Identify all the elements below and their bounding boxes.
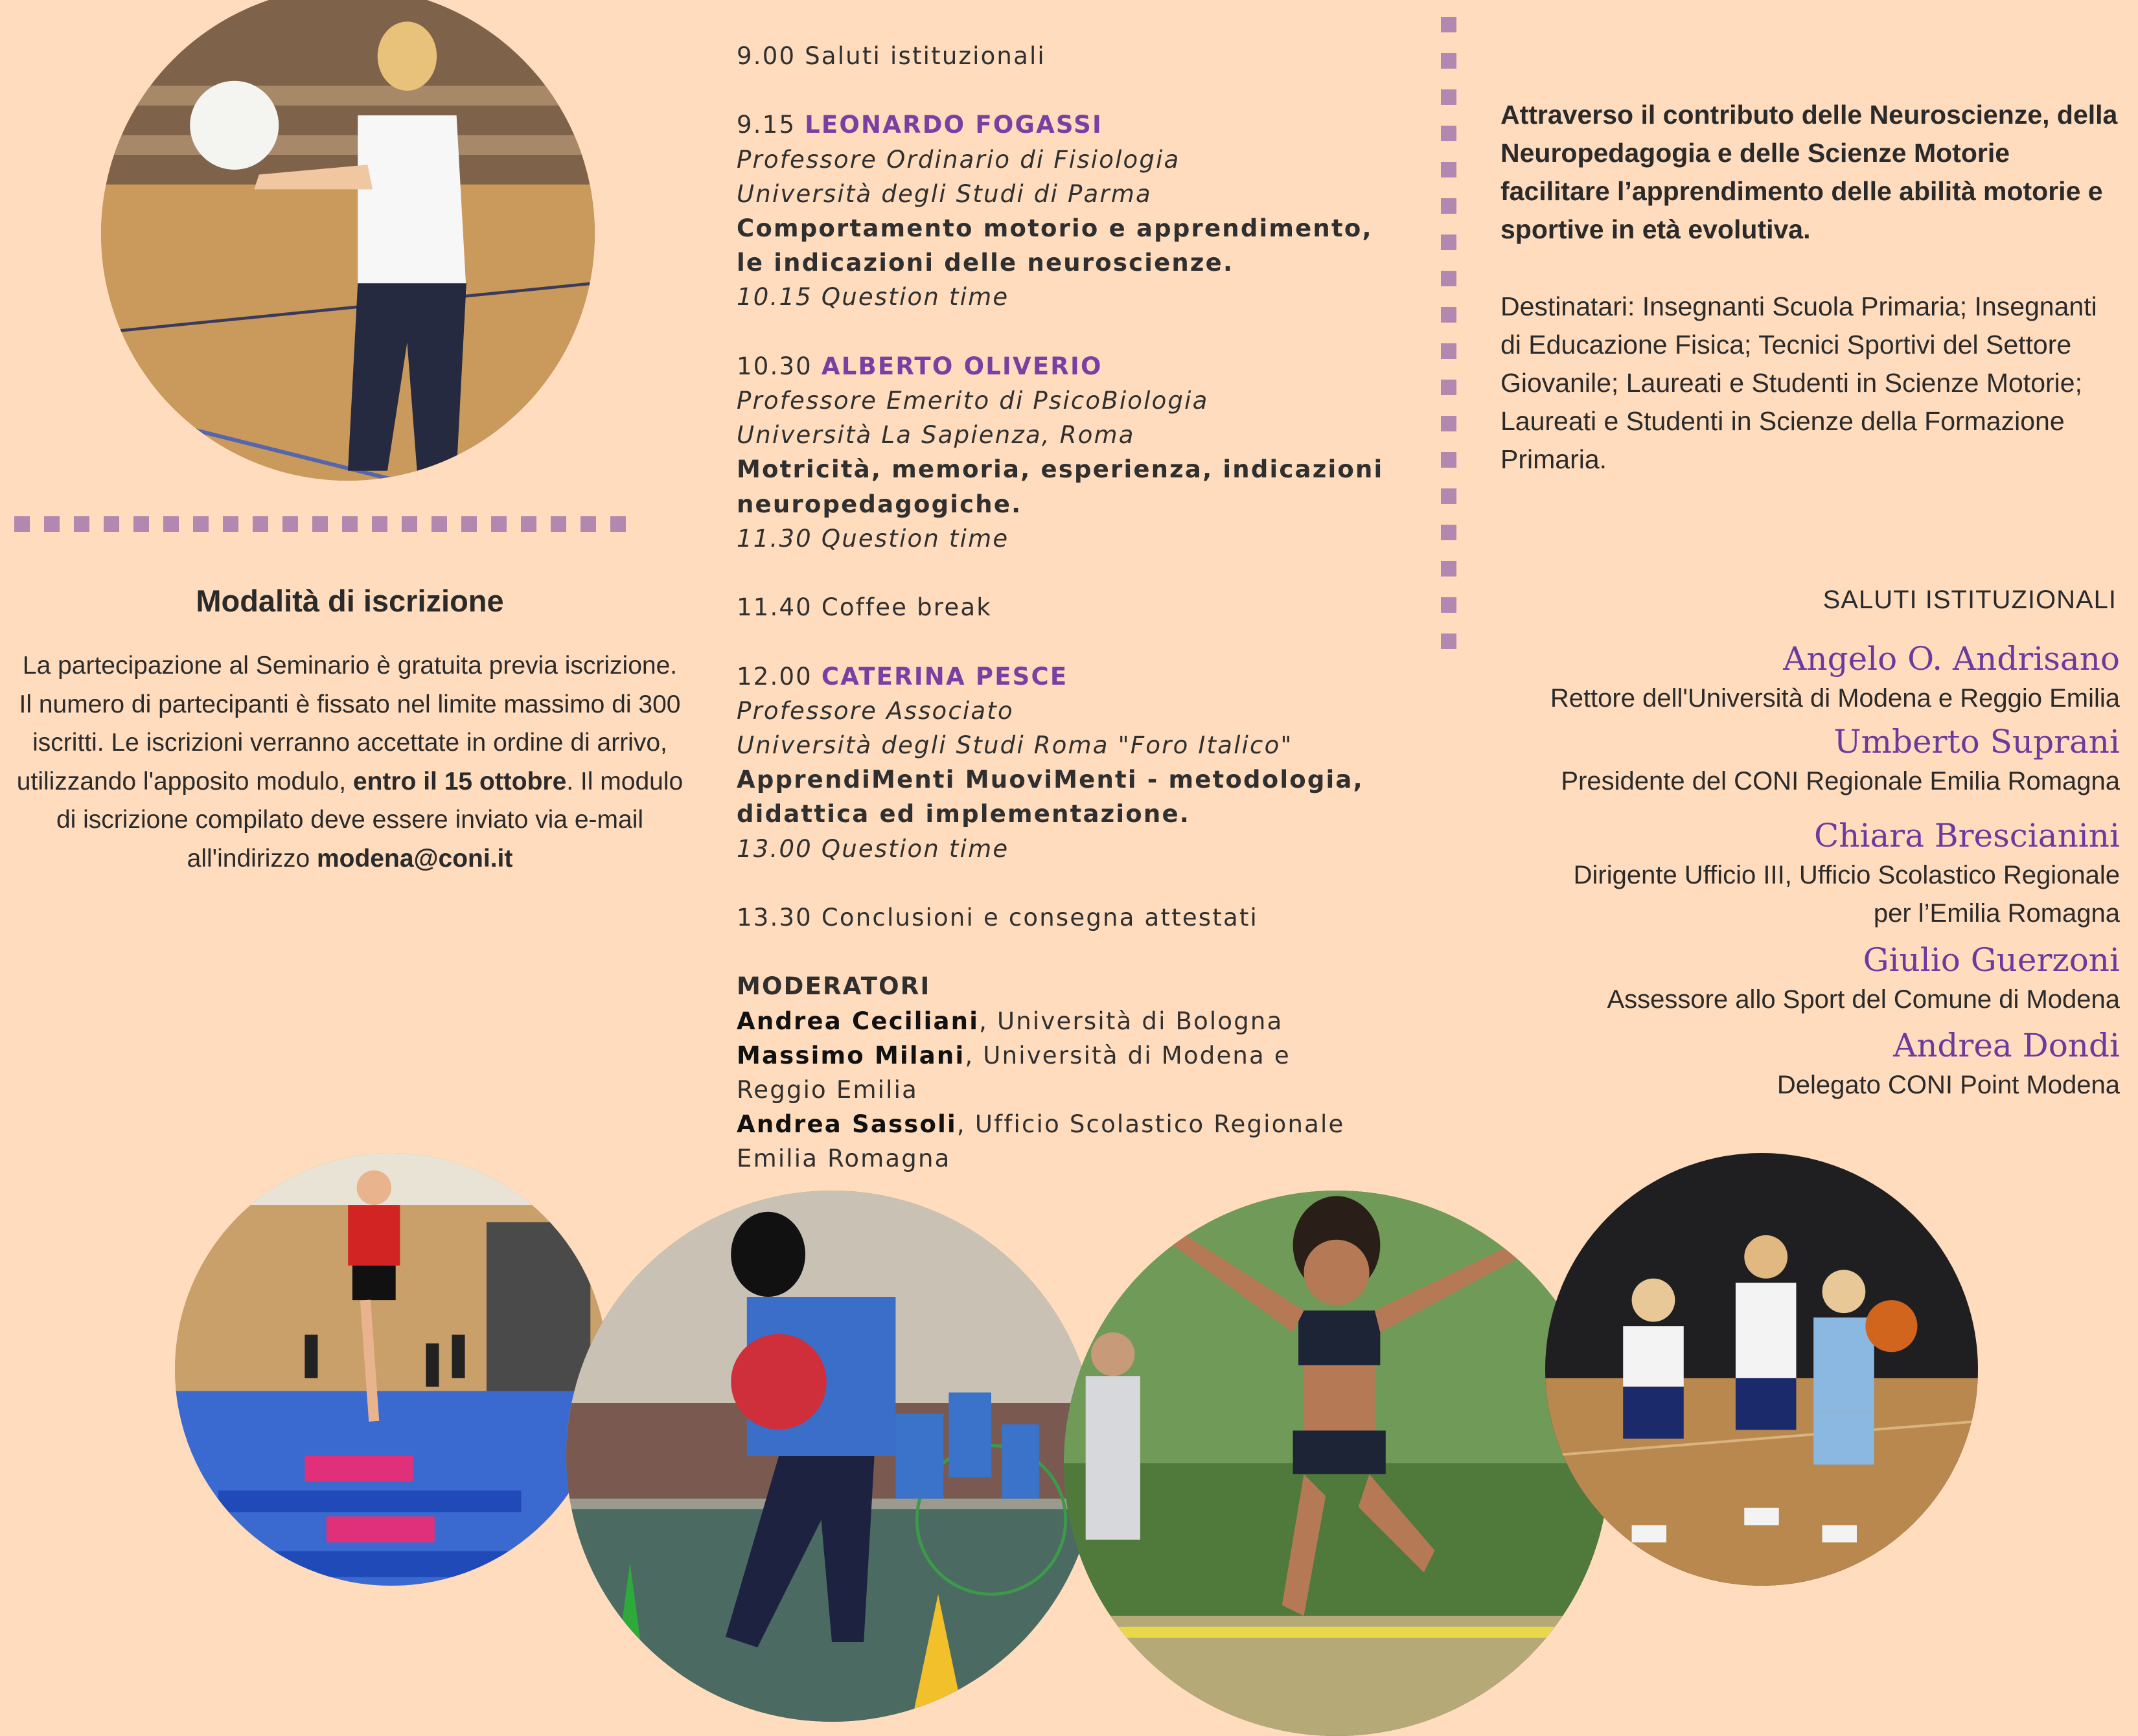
photo-girl-volleyball: [101, 0, 595, 481]
moderator-2-name: Massimo Milani: [737, 1041, 965, 1069]
intro-statement: Attraverso il contributo delle Neuroscienze, della Neuropedagogia e delle Scienze Motorie facilitare l’apprendimento delle abilità motorie e sportive in età evolutiva.: [1500, 100, 2118, 244]
talk-3-role: Professore Associato: [737, 696, 1014, 725]
registration-text: [13, 646, 687, 878]
greeting-person-1-role: Rettore dell'Università di Modena e Reggio Emilia: [1550, 684, 2120, 713]
target-audience: Destinatari: Insegnanti Scuola Primaria; Insegnanti di Educazione Fisica; Tecnici Sportivi del Settore Giovanile; Laureati e Studenti in Scienze Motorie; Laureati e Studenti in Scienze della Formazione Primaria.: [1500, 291, 2097, 474]
greeting-person-2-name: Umberto Suprani: [1833, 723, 2120, 760]
program-coffee-break: 11.40 Coffee break: [737, 593, 992, 622]
greeting-person-2-role: Presidente del CONI Regionale Emilia Romagna: [1561, 767, 2120, 795]
greeting-person-3-role-line-2: per l’Emilia Romagna: [1873, 899, 2120, 928]
greeting-person-4-name: Giulio Guerzoni: [1863, 941, 2120, 979]
greeting-person-5: [1472, 1025, 2120, 1104]
horizontal-dotted-divider: [14, 516, 626, 532]
talk-3-affiliation: Università degli Studi Roma "Foro Italico": [737, 731, 1293, 759]
moderator-2-affiliation: , Università di Modena e: [965, 1041, 1291, 1069]
talk-1-speaker: LEONARDO FOGASSI: [805, 111, 1103, 139]
program-schedule: [737, 39, 1385, 1176]
talk-3-title-line-2: didattica ed implementazione.: [737, 800, 1190, 828]
talk-3-header: [737, 659, 1385, 694]
greetings-title: SALUTI ISTITUZIONALI: [1822, 586, 2117, 614]
talk-1-question-time: 10.15 Question time: [737, 283, 1009, 312]
photo-boy-jumping-steps: [175, 1153, 608, 1586]
registration-text-part-2: . Il modulo di iscrizione compilato deve essere inviato via e-mail all'indirizzo: [56, 767, 684, 873]
photo-girls-basketball: [1545, 1153, 1978, 1586]
talk-1-time: 9.15: [737, 111, 796, 139]
moderator-3: [737, 1107, 1385, 1141]
talk-2-title-line-1: Motricità, memoria, esperienza, indicazioni: [737, 455, 1384, 484]
greeting-person-5-name: Andrea Dondi: [1893, 1027, 2120, 1064]
photo-girl-long-jump: [1064, 1191, 1609, 1736]
talk-2-question-time: 11.30 Question time: [737, 524, 1009, 553]
talk-1-header: [737, 108, 1385, 142]
greeting-person-1: [1472, 638, 2120, 718]
talk-3-time: 12.00: [737, 662, 812, 691]
moderator-2: [737, 1038, 1385, 1073]
registration-text-part-1: La partecipazione al Seminario è gratuita previa iscrizione. Il numero di partecipanti è fissato nel limite massimo di 300 iscritti. Le iscrizioni verranno accettate in ordine di arrivo, utilizzando l'apposito modulo,: [16, 652, 681, 795]
moderator-3-name: Andrea Sassoli: [737, 1110, 957, 1139]
greeting-person-4-role: Assessore allo Sport del Comune di Modena: [1607, 985, 2120, 1014]
moderator-3-affiliation: , Ufficio Scolastico Regionale: [956, 1110, 1345, 1139]
talk-2-speaker: ALBERTO OLIVERIO: [821, 352, 1103, 380]
program-closing: 13.30 Conclusioni e consegna attestati: [737, 904, 1259, 931]
moderator-3-affiliation-cont: Emilia Romagna: [737, 1145, 951, 1173]
program-welcome: 9.00 Saluti istituzionali: [737, 42, 1046, 70]
talk-2-header: [737, 349, 1385, 383]
talk-2-time: 10.30: [737, 352, 812, 380]
registration-deadline: entro il 15 ottobre: [352, 767, 567, 795]
talk-1-title-line-1: Comportamento motorio e apprendimento,: [737, 214, 1373, 242]
talk-2-affiliation: Università La Sapienza, Roma: [737, 421, 1135, 450]
greeting-person-1-name: Angelo O. Andrisano: [1783, 640, 2120, 678]
greeting-person-4: [1472, 939, 2120, 1019]
moderator-1: [737, 1004, 1385, 1038]
registration-title: Modalità di iscrizione: [196, 584, 504, 618]
photo-girl-with-ball: [566, 1191, 1098, 1722]
talk-3-question-time: 13.00 Question time: [737, 834, 1009, 863]
moderators-title: MODERATORI: [737, 972, 931, 1001]
moderator-2-affiliation-cont: Reggio Emilia: [737, 1076, 918, 1104]
greeting-person-3-name: Chiara Brescianini: [1814, 817, 2120, 854]
greeting-person-3: [1472, 815, 2120, 933]
talk-1-affiliation: Università degli Studi di Parma: [737, 179, 1152, 208]
registration-email: modena@coni.it: [316, 844, 513, 873]
talk-3-speaker: CATERINA PESCE: [821, 662, 1068, 691]
talk-1-role: Professore Ordinario di Fisiologia: [737, 145, 1180, 174]
moderator-1-affiliation: , Università di Bologna: [979, 1007, 1283, 1035]
talk-1-title-line-2: le indicazioni delle neuroscienze.: [737, 249, 1234, 277]
greeting-person-3-role-line-1: Dirigente Ufficio III, Ufficio Scolastico Regionale: [1573, 861, 2120, 889]
talk-2-title-line-2: neuropedagogiche.: [737, 490, 1022, 518]
moderator-1-name: Andrea Ceciliani: [737, 1007, 980, 1035]
talk-2-role: Professore Emerito di PsicoBiologia: [737, 387, 1209, 415]
talk-3-title-line-1: ApprendiMenti MuoviMenti - metodologia,: [737, 766, 1364, 794]
greeting-person-2: [1472, 721, 2120, 801]
vertical-dotted-divider: [1441, 17, 1456, 649]
greeting-person-5-role: Delegato CONI Point Modena: [1776, 1071, 2120, 1099]
